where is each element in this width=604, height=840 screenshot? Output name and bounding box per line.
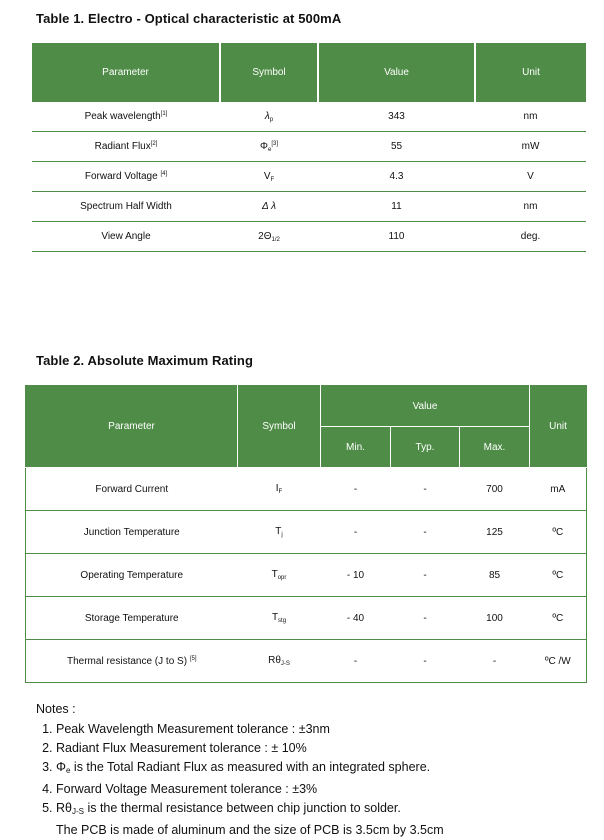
parameter-cell (32, 222, 220, 252)
symbol-cell (220, 132, 318, 162)
parameter-cell (32, 192, 220, 222)
note-text: Radiant Flux Measurement tolerance : ± 10% (56, 741, 307, 755)
max-cell: 125 (460, 511, 530, 554)
parameter-label: Spectrum Half Width (80, 201, 172, 212)
symbol-text: T (275, 526, 282, 537)
parameter-cell (26, 468, 238, 511)
typ-cell: - (423, 655, 427, 667)
value-cell: 55 (318, 132, 475, 162)
table-row (26, 511, 587, 554)
max-cell: 85 (460, 554, 530, 597)
symbol-cell (220, 162, 318, 192)
table-row (32, 132, 586, 162)
unit-cell: deg. (475, 222, 586, 252)
typ-cell: - (391, 597, 460, 640)
note-item (56, 739, 444, 758)
typ-cell: - (391, 511, 460, 554)
min-cell: - (321, 468, 391, 511)
symbol-cell (238, 554, 321, 597)
header-parameter: Parameter (26, 386, 238, 468)
header-unit: Unit (475, 43, 586, 102)
symbol-subscript: j (281, 532, 283, 538)
value-cell: 11 (318, 192, 475, 222)
symbol-cell (238, 597, 321, 640)
symbol-cell (220, 102, 318, 132)
unit-cell: nm (475, 102, 586, 132)
min-cell: - 10 (321, 554, 391, 597)
symbol-subscript: opr (277, 575, 287, 581)
header-min: Min. (321, 427, 391, 468)
header-symbol: Symbol (220, 43, 318, 102)
parameter-label: Storage Temperature (84, 612, 179, 624)
absolute-maximum-table (25, 385, 587, 683)
symbol-subscript: F (278, 489, 283, 495)
unit-cell: ºC (530, 511, 587, 554)
symbol-subscript: stg (278, 618, 287, 624)
max-cell: 700 (460, 468, 530, 511)
unit-cell: mW (475, 132, 586, 162)
max-cell: 100 (460, 597, 530, 640)
header-max: Max. (460, 427, 530, 468)
notes-heading: Notes : (36, 702, 76, 716)
note-text: is the Total Radiant Flux as measured with an integrated sphere. (70, 760, 431, 774)
symbol-text: λ (264, 110, 270, 122)
value-cell: 110 (318, 222, 475, 252)
footnote-ref: [5] (189, 655, 197, 662)
symbol-cell (238, 468, 321, 511)
value-cell: 343 (318, 102, 475, 132)
header-parameter: Parameter (32, 43, 220, 102)
parameter-cell (26, 597, 238, 640)
note-text: Peak Wavelength Measurement tolerance : ±3nm (56, 722, 330, 736)
parameter-cell (32, 162, 220, 192)
symbol-text: 2Θ (258, 230, 272, 242)
parameter-cell (32, 132, 220, 162)
table1-title: Table 1. Electro - Optical characteristic at 500mA (36, 11, 342, 26)
symbol-text: Rθ (268, 655, 281, 666)
min-cell: - 40 (321, 597, 391, 640)
note-subscript: e (65, 766, 71, 775)
symbol-subscript: J-S (280, 661, 290, 667)
typ-cell: - (391, 468, 460, 511)
symbol-cell (238, 640, 321, 683)
parameter-label: View Angle (101, 231, 151, 242)
note-text: is the thermal resistance between chip junction to solder. (83, 801, 401, 815)
unit-cell: V (475, 162, 586, 192)
symbol-text: V (263, 170, 271, 182)
note-symbol: Φ (56, 760, 66, 774)
symbol-text: Φ (260, 140, 268, 152)
symbol-cell (220, 222, 318, 252)
footnote-ref: [4] (160, 171, 168, 177)
parameter-label: Forward Current (95, 483, 169, 495)
symbol-text: T (271, 569, 278, 580)
footnote-ref: [1] (160, 111, 168, 117)
parameter-label: Radiant Flux (94, 141, 151, 152)
parameter-label: Peak wavelength (84, 111, 161, 122)
note-symbol: Rθ (56, 801, 72, 815)
parameter-label: Thermal resistance (J to S) (67, 655, 190, 667)
table-row (26, 554, 587, 597)
header-unit: Unit (530, 386, 587, 468)
note-text: Forward Voltage Measurement tolerance : ±3% (56, 782, 318, 796)
note-pcb: The PCB is made of aluminum and the size of PCB is 3.5cm by 3.5cm (56, 823, 444, 837)
table-row (26, 597, 587, 640)
note-item (56, 799, 444, 821)
value-cell: 4.3 (318, 162, 475, 192)
symbol-text: I (275, 483, 279, 494)
header-symbol: Symbol (238, 386, 321, 468)
notes-section (36, 700, 444, 840)
symbol-text: T (271, 612, 279, 623)
footnote-ref: [2] (150, 141, 158, 147)
symbol-text: Δ λ (261, 201, 277, 212)
table-row (32, 192, 586, 222)
table2-title: Table 2. Absolute Maximum Rating (36, 353, 254, 368)
unit-cell: ºC /W (544, 655, 571, 667)
table-row (32, 162, 586, 192)
max-cell: - (492, 655, 497, 667)
table-row (32, 102, 586, 132)
note-item (56, 720, 444, 739)
footnote-ref: [3] (271, 140, 278, 147)
symbol-subscript: e (267, 146, 272, 153)
header-value: Value (318, 43, 475, 102)
typ-cell: - (391, 554, 460, 597)
header-typ: Typ. (391, 427, 460, 468)
note-item (56, 780, 444, 799)
symbol-cell (220, 192, 318, 222)
unit-cell: mA (530, 468, 587, 511)
symbol-subscript: F (270, 176, 275, 183)
symbol-subscript: p (269, 116, 274, 123)
table-row (26, 640, 587, 683)
parameter-cell (32, 102, 220, 132)
unit-cell: ºC (530, 554, 587, 597)
min-cell: - (353, 655, 358, 667)
header-value: Value (321, 386, 530, 427)
unit-cell: ºC (530, 597, 587, 640)
note-item (56, 758, 444, 780)
symbol-cell (238, 511, 321, 554)
parameter-label: Junction Temperature (83, 526, 180, 538)
parameter-label: Forward Voltage (84, 171, 161, 182)
notes-list (36, 720, 444, 821)
table-row (26, 468, 587, 511)
parameter-cell (26, 640, 238, 683)
note-subscript: J-S (71, 807, 84, 816)
min-cell: - (321, 511, 391, 554)
electro-optical-table (32, 43, 586, 252)
parameter-cell (26, 554, 238, 597)
parameter-label: Operating Temperature (80, 569, 184, 581)
symbol-subscript: 1/2 (271, 236, 280, 243)
table-row (32, 222, 586, 252)
unit-cell: nm (475, 192, 586, 222)
parameter-cell (26, 511, 238, 554)
